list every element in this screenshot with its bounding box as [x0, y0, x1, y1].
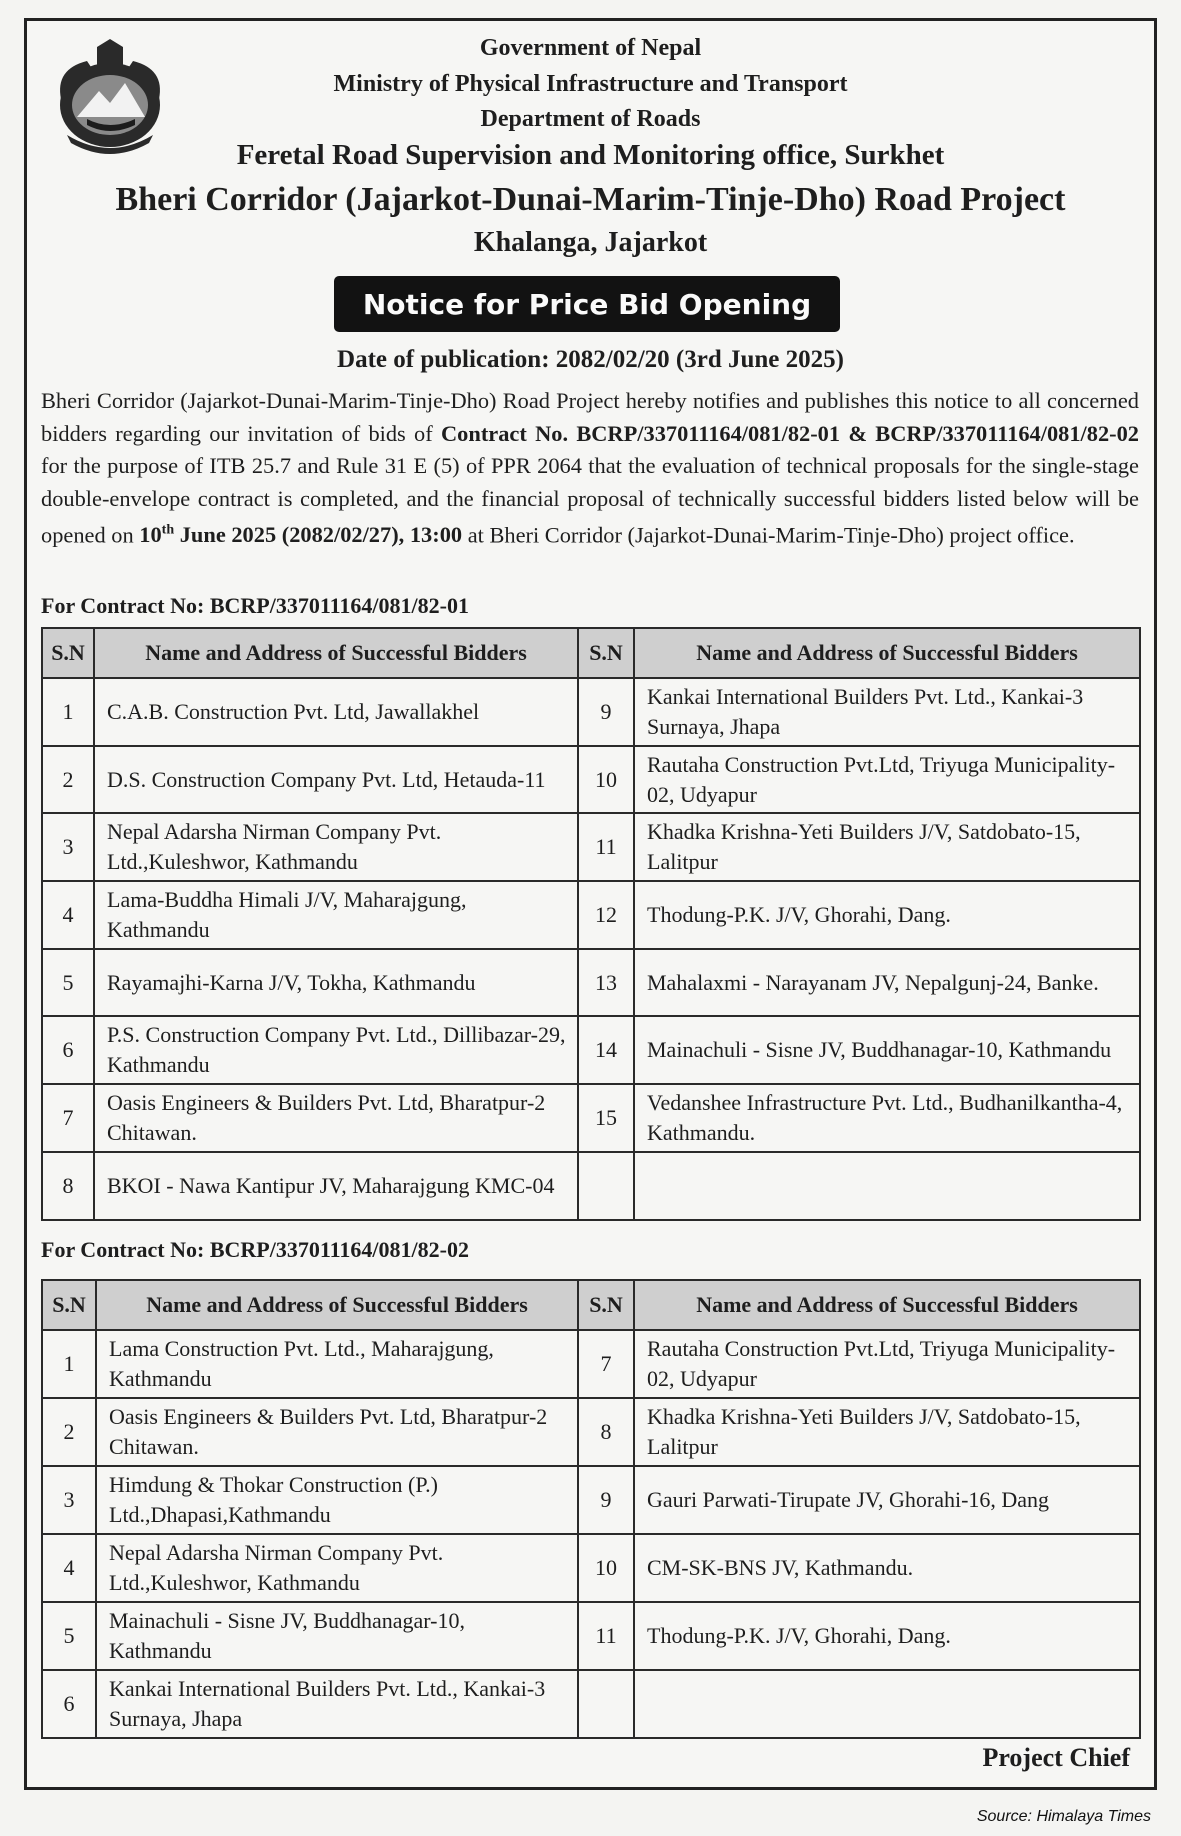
table-row: [42, 1534, 1140, 1602]
serial-number: 7: [578, 1330, 634, 1398]
serial-number: 9: [578, 678, 634, 746]
serial-number: 1: [42, 1330, 96, 1398]
col-sn: S.N: [42, 628, 94, 678]
serial-number: 14: [578, 1016, 634, 1084]
bidder-name: Lama Construction Pvt. Ltd., Maharajgung, Kathmandu: [96, 1330, 578, 1398]
serial-number: 11: [578, 1602, 634, 1670]
table-row: [42, 1016, 1140, 1084]
col-bidder: Name and Address of Successful Bidders: [634, 628, 1140, 678]
serial-number: 6: [42, 1670, 96, 1738]
col-sn: S.N: [42, 1280, 96, 1330]
contract2-label: For Contract No: BCRP/337011164/081/82-02: [41, 1237, 469, 1262]
table-row: [42, 1152, 1140, 1220]
serial-number: 10: [578, 746, 634, 814]
header-government: Government of Nepal: [479, 35, 702, 61]
serial-number: 8: [578, 1398, 634, 1466]
col-bidder: Name and Address of Successful Bidders: [96, 1280, 578, 1330]
bidder-name: Mainachuli - Sisne JV, Buddhanagar-10, Kathmandu: [96, 1602, 578, 1670]
bidder-name: Rautaha Construction Pvt.Ltd, Triyuga Municipality-02, Udyapur: [634, 1330, 1140, 1398]
table-row: [42, 746, 1140, 814]
table-row: [42, 1330, 1140, 1398]
bidder-name: Nepal Adarsha Nirman Company Pvt. Ltd.,Kuleshwor, Kathmandu: [96, 1534, 578, 1602]
table-row: [42, 678, 1140, 746]
table-row: [42, 949, 1140, 1017]
serial-number: 8: [42, 1152, 94, 1220]
table-header-row: [42, 628, 1140, 678]
table-row: [42, 1398, 1140, 1466]
serial-number: 2: [42, 746, 94, 814]
signature: Project Chief: [982, 1743, 1130, 1772]
bidder-name: CM-SK-BNS JV, Kathmandu.: [634, 1534, 1140, 1602]
table-row: [42, 813, 1140, 881]
serial-number: [578, 1670, 634, 1738]
serial-number: 11: [578, 813, 634, 881]
source-credit: Source: Himalaya Times: [976, 1808, 1151, 1825]
notice-title: Notice for Price Bid Opening: [334, 276, 840, 332]
header-office: Feretal Road Supervision and Monitoring office, Surkhet: [236, 139, 945, 171]
body-opening-date: 10th June 2025 (2082/02/27), 13:00: [139, 522, 463, 548]
header-department: Department of Roads: [480, 106, 701, 132]
serial-number: 15: [578, 1084, 634, 1152]
serial-number: 10: [578, 1534, 634, 1602]
serial-number: [578, 1152, 634, 1220]
bidder-name: Khadka Krishna-Yeti Builders J/V, Satdobato-15, Lalitpur: [634, 1398, 1140, 1466]
contract1-label: For Contract No: BCRP/337011164/081/82-01: [41, 593, 469, 618]
table-row: [42, 1084, 1140, 1152]
bidder-name: Khadka Krishna-Yeti Builders J/V, Satdobato-15, Lalitpur: [634, 813, 1140, 881]
col-bidder: Name and Address of Successful Bidders: [634, 1280, 1140, 1330]
bidder-name: Oasis Engineers & Builders Pvt. Ltd, Bharatpur-2 Chitawan.: [94, 1084, 578, 1152]
bidder-name: [634, 1670, 1140, 1738]
table-row: [42, 1466, 1140, 1534]
bidder-name: Himdung & Thokar Construction (P.) Ltd.,Dhapasi,Kathmandu: [96, 1466, 578, 1534]
contract1-table: [41, 627, 1141, 1221]
bidder-name: Thodung-P.K. J/V, Ghorahi, Dang.: [634, 1602, 1140, 1670]
serial-number: 7: [42, 1084, 94, 1152]
body-intro: Bheri Corridor (Jajarkot-Dunai-Marim-Tinje-Dho) Road Project hereby notifies and publishes this notice to all concerned bidders regarding our invitation of bids of: [41, 388, 1139, 446]
bidder-name: Kankai International Builders Pvt. Ltd., Kankai-3 Surnaya, Jhapa: [634, 678, 1140, 746]
bidder-name: Rayamajhi-Karna J/V, Tokha, Kathmandu: [94, 949, 578, 1017]
serial-number: 3: [42, 1466, 96, 1534]
header-location: Khalanga, Jajarkot: [473, 227, 708, 258]
serial-number: 5: [42, 949, 94, 1017]
serial-number: 9: [578, 1466, 634, 1534]
notice-sheet: [24, 18, 1157, 1790]
col-sn: S.N: [578, 1280, 634, 1330]
bidder-name: [634, 1152, 1140, 1220]
bidder-name: Nepal Adarsha Nirman Company Pvt. Ltd.,Kuleshwor, Kathmandu: [94, 813, 578, 881]
serial-number: 2: [42, 1398, 96, 1466]
body-purpose: for the purpose of ITB 25.7 and Rule 31 E (5) of PPR 2064 that the evaluation of technical proposals for the single-stage double-envelope contract is completed, and the financial proposal of technically successful bidders listed below will be opened on: [41, 453, 1139, 548]
bidder-name: Thodung-P.K. J/V, Ghorahi, Dang.: [634, 881, 1140, 949]
contract2-table: [41, 1279, 1141, 1739]
bidder-name: Kankai International Builders Pvt. Ltd., Kankai-3 Surnaya, Jhapa: [96, 1670, 578, 1738]
table-row: [42, 1602, 1140, 1670]
serial-number: 5: [42, 1602, 96, 1670]
serial-number: 3: [42, 813, 94, 881]
serial-number: 6: [42, 1016, 94, 1084]
bidder-name: Gauri Parwati-Tirupate JV, Ghorahi-16, Dang: [634, 1466, 1140, 1534]
col-sn: S.N: [578, 628, 634, 678]
body-contracts: Contract No. BCRP/337011164/081/82-01 & BCRP/337011164/081/82-02: [441, 420, 1139, 446]
serial-number: 4: [42, 881, 94, 949]
bidder-name: Vedanshee Infrastructure Pvt. Ltd., Budhanilkantha-4, Kathmandu.: [634, 1084, 1140, 1152]
body-venue: at Bheri Corridor (Jajarkot-Dunai-Marim-Tinje-Dho) project office.: [467, 522, 1075, 548]
bidder-name: Mahalaxmi - Narayanam JV, Nepalgunj-24, Banke.: [634, 949, 1140, 1017]
header-ministry: Ministry of Physical Infrastructure and Transport: [333, 71, 848, 97]
header-project: Bheri Corridor (Jajarkot-Dunai-Marim-Tinje-Dho) Road Project: [115, 181, 1066, 218]
serial-number: 4: [42, 1534, 96, 1602]
serial-number: 12: [578, 881, 634, 949]
bidder-name: Lama-Buddha Himali J/V, Maharajgung, Kathmandu: [94, 881, 578, 949]
serial-number: 13: [578, 949, 634, 1017]
bidder-name: D.S. Construction Company Pvt. Ltd, Hetauda-11: [94, 746, 578, 814]
table-header-row: [42, 1280, 1140, 1330]
notice-body: [41, 385, 1139, 552]
bidder-name: BKOI - Nawa Kantipur JV, Maharajgung KMC-04: [94, 1152, 578, 1220]
bidder-name: Oasis Engineers & Builders Pvt. Ltd, Bharatpur-2 Chitawan.: [96, 1398, 578, 1466]
bidder-name: Rautaha Construction Pvt.Ltd, Triyuga Municipality-02, Udyapur: [634, 746, 1140, 814]
col-bidder: Name and Address of Successful Bidders: [94, 628, 578, 678]
publication-date: Date of publication: 2082/02/20 (3rd June 2025): [337, 346, 844, 373]
table-row: [42, 1670, 1140, 1738]
bidder-name: Mainachuli - Sisne JV, Buddhanagar-10, Kathmandu: [634, 1016, 1140, 1084]
table-row: [42, 881, 1140, 949]
bidder-name: C.A.B. Construction Pvt. Ltd, Jawallakhel: [94, 678, 578, 746]
bidder-name: P.S. Construction Company Pvt. Ltd., Dillibazar-29, Kathmandu: [94, 1016, 578, 1084]
serial-number: 1: [42, 678, 94, 746]
